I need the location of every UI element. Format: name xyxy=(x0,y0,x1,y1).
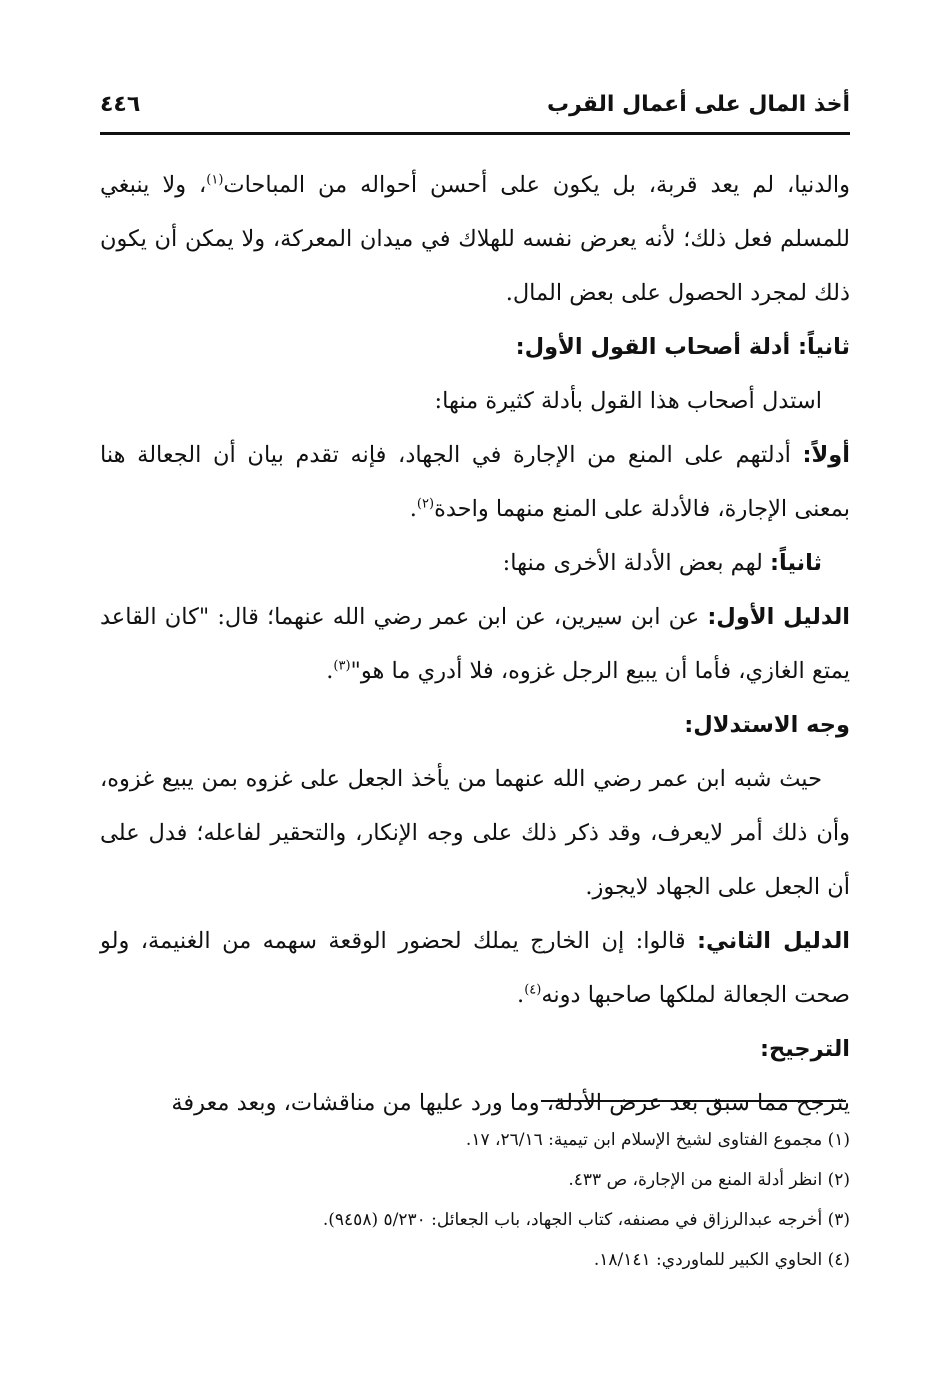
paragraph-4: ثانياً: لهم بعض الأدلة الأخرى منها: xyxy=(502,550,822,576)
heading-preference: الترجيح: xyxy=(760,1036,850,1062)
lead-evidence-1: الدليل الأول: xyxy=(707,604,850,630)
heading-inference: وجه الاستدلال: xyxy=(684,712,850,738)
footnote-ref-3: (٣) xyxy=(333,658,351,674)
page-number: ٤٤٦ xyxy=(100,92,141,117)
paragraph-7: الدليل الثاني: قالوا: إن الخارج يملك لحضور الوقعة سهمه من الغنيمة، ولو صحت الجعالة لملكها صاحبها دونه$^{(٤)}$. xyxy=(100,928,851,1008)
paragraph-5: الدليل الأول: عن ابن سيرين، عن ابن عمر رضي الله عنهما؛ قال: "كان القاعد يمتع الغازي، فأما أن يبيع الرجل غزوه، فلا أدري ما هو"$^{(٣)}$. xyxy=(100,604,850,684)
footnote-3: (٣) أخرجه عبدالرزاق في مصنفه، كتاب الجهاد، باب الجعائل: ٥/٢٣٠ (٩٤٥٨). xyxy=(322,1210,850,1230)
footnote-4: (٤) الحاوي الكبير للماوردي: ١٨/١٤١. xyxy=(593,1250,850,1270)
footnote-ref-2: (٢) xyxy=(416,496,435,512)
footnote-2: (٢) انظر أدلة المنع من الإجارة، ص ٤٣٣. xyxy=(568,1170,850,1190)
main-text xyxy=(100,158,850,1130)
header-rule xyxy=(100,132,850,135)
lead-first: أولاً: xyxy=(802,442,850,468)
lead-second: ثانياً: xyxy=(770,550,822,576)
footnote-ref-4: (٤) xyxy=(524,982,542,998)
heading-second-evidence: ثانياً: أدلة أصحاب القول الأول: xyxy=(515,334,850,360)
footnote-rule xyxy=(541,1100,846,1102)
paragraph-2: استدل أصحاب هذا القول بأدلة كثيرة منها: xyxy=(434,388,822,414)
footnote-ref-1: (١) xyxy=(206,172,224,188)
paragraph-1: والدنيا، لم يعد قربة، بل يكون على أحسن أحواله من المباحات$^{(١)}$، ولا ينبغي للمسلم فعل ذلك؛ لأنه يعرض نفسه للهلاك في ميدان المعركة، ولا يمكن أن يكون ذلك لمجرد الحصول على بعض المال. xyxy=(100,172,850,306)
running-header xyxy=(100,88,850,130)
footnotes xyxy=(100,1120,850,1280)
footnote-1: (١) مجموع الفتاوى لشيخ الإسلام ابن تيمية: ٢٦/١٦، ١٧. xyxy=(465,1130,850,1150)
running-title: أخذ المال على أعمال القرب xyxy=(546,92,850,117)
paragraph-3: أولاً: أدلتهم على المنع من الإجارة في الجهاد، فإنه تقدم بيان أن الجعالة هنا بمعنى الإجارة، فالأدلة على المنع منهما واحدة$^{(٢)}$. xyxy=(100,442,850,522)
paragraph-8: يترجح مما سبق بعد عرض الأدلة، وما ورد عليها من مناقشات، وبعد معرفة xyxy=(171,1090,850,1116)
lead-evidence-2: الدليل الثاني: xyxy=(697,928,851,954)
paragraph-6: حيث شبه ابن عمر رضي الله عنهما من يأخذ الجعل على غزوه بمن يبيع غزوه، وأن ذلك أمر لايعرف، وقد ذكر ذلك على وجه الإنكار، والتحقير لفاعله؛ فدل على أن الجعل على الجهاد لايجوز. xyxy=(100,766,850,900)
